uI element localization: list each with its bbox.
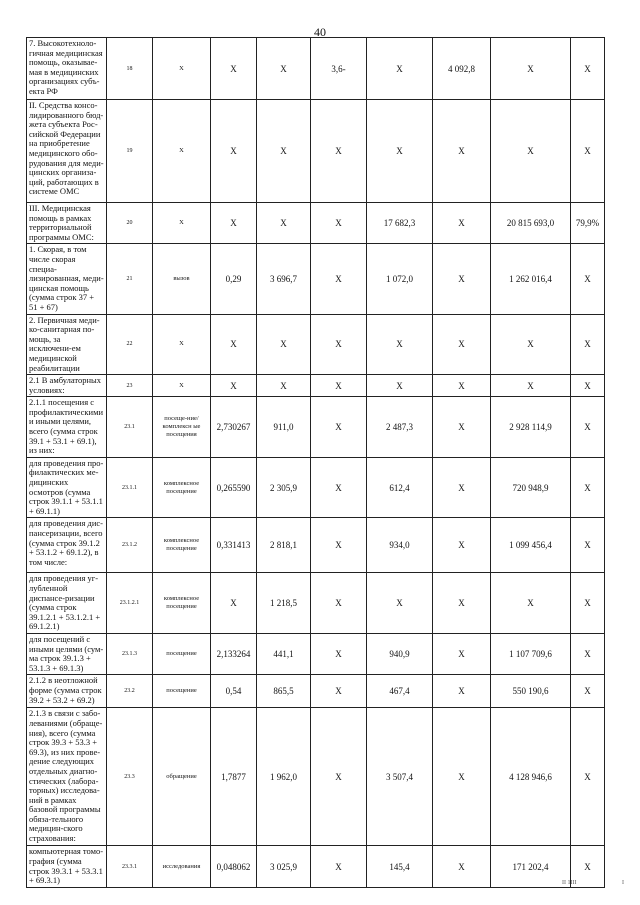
row-number: 23.1.1: [107, 457, 153, 518]
row-per-capita: X: [367, 314, 433, 375]
row-unit: комплексное посещение: [153, 573, 211, 634]
row-number: 21: [107, 244, 153, 314]
row-per-capita: X: [367, 573, 433, 634]
row-total: 2 928 114,9: [491, 397, 571, 458]
row-name: III. Медицинская помощь в рамках территориальной программы ОМС:: [27, 203, 107, 244]
row-col5: X: [311, 518, 367, 573]
row-name: 2. Первичная меди-ко-санитарная по-мощь, за исключени-ем медицинской реабилитации: [27, 314, 107, 375]
row-total: 20 815 693,0: [491, 203, 571, 244]
row-volume: 0,54: [211, 675, 257, 708]
row-unit: комплексное посещение: [153, 457, 211, 518]
table-row: [27, 203, 605, 244]
row-col5: 3,6-: [311, 38, 367, 100]
row-volume: X: [211, 375, 257, 397]
row-total: 550 190,6: [491, 675, 571, 708]
row-number: 18: [107, 38, 153, 100]
row-name: 2.1.3 в связи с забо-леваниями (обраще-ния), всего (сумма строк 39.3 + 53.3 + 69.3), из них прове-дение следующих отдельных диагно-стических (лабора-торных) исследова-ний в рамках базовой программы обяза-тельного медицин-ского страхования:: [27, 708, 107, 846]
row-total: 171 202,4: [491, 846, 571, 888]
row-col7: X: [433, 708, 491, 846]
row-unit: исследования: [153, 846, 211, 888]
row-per-capita: 17 682,3: [367, 203, 433, 244]
row-name: 7. Высокотехноло-гичная медицинская помощь, оказывае-мая в медицинских организациях субъ-екта РФ: [27, 38, 107, 100]
table-row: [27, 708, 605, 846]
row-unit: вызов: [153, 244, 211, 314]
row-number: 23.3: [107, 708, 153, 846]
row-col5: X: [311, 846, 367, 888]
row-volume: X: [211, 100, 257, 203]
row-total: X: [491, 375, 571, 397]
table-row: [27, 397, 605, 458]
row-number: 23.3.1: [107, 846, 153, 888]
row-unit: посещение: [153, 633, 211, 674]
row-total: 1 099 456,4: [491, 518, 571, 573]
row-total: X: [491, 314, 571, 375]
row-number: 19: [107, 100, 153, 203]
row-col7: X: [433, 573, 491, 634]
row-unit: комплексное посещение: [153, 518, 211, 573]
row-col5: X: [311, 375, 367, 397]
row-volume: 2,730267: [211, 397, 257, 458]
row-per-capita: 3 507,4: [367, 708, 433, 846]
data-table: [26, 37, 605, 888]
row-total: 4 128 946,6: [491, 708, 571, 846]
row-per-capita: 940,9: [367, 633, 433, 674]
row-name: 2.1.1 посещения с профилактическими и иными целями, всего (сумма строк 39.1 + 53.1 + 69.1), из них:: [27, 397, 107, 458]
row-name: для посещений с иными целями (сум-ма строк 39.1.3 + 53.1.3 + 69.1.3): [27, 633, 107, 674]
row-unit: посещение: [153, 675, 211, 708]
row-share: X: [571, 708, 605, 846]
row-number: 23.1: [107, 397, 153, 458]
row-volume: X: [211, 38, 257, 100]
row-number: 22: [107, 314, 153, 375]
row-name: II. Средства консо-лидированного бюд-жета субъекта Рос-сийской Федерации на приобретение медицинского обо-рудования для меди-цинских организа-ций, работающих в системе ОМС: [27, 100, 107, 203]
table-row: [27, 518, 605, 573]
row-col5: X: [311, 633, 367, 674]
row-share: X: [571, 314, 605, 375]
row-number: 20: [107, 203, 153, 244]
row-volume: X: [211, 314, 257, 375]
row-per-capita: X: [367, 38, 433, 100]
row-col7: X: [433, 633, 491, 674]
row-col7: X: [433, 203, 491, 244]
row-col5: X: [311, 100, 367, 203]
row-number: 23: [107, 375, 153, 397]
row-share: X: [571, 633, 605, 674]
row-col7: X: [433, 457, 491, 518]
table-row: [27, 633, 605, 674]
row-name: для проведения уг-лубленной диспансе-ризации (сумма строк 39.1.2.1 + 53.1.2.1 + 69.1.2.1): [27, 573, 107, 634]
row-cost-per-unit: X: [257, 38, 311, 100]
row-unit: обращение: [153, 708, 211, 846]
row-per-capita: 467,4: [367, 675, 433, 708]
row-per-capita: X: [367, 375, 433, 397]
row-col5: X: [311, 573, 367, 634]
row-share: X: [571, 846, 605, 888]
row-total: X: [491, 573, 571, 634]
row-col5: X: [311, 244, 367, 314]
row-share: X: [571, 38, 605, 100]
row-share: X: [571, 244, 605, 314]
row-col5: X: [311, 457, 367, 518]
row-unit: X: [153, 203, 211, 244]
row-per-capita: 2 487,3: [367, 397, 433, 458]
row-col7: X: [433, 518, 491, 573]
row-total: X: [491, 100, 571, 203]
row-col5: X: [311, 708, 367, 846]
row-number: 23.2: [107, 675, 153, 708]
row-share: 79,9%: [571, 203, 605, 244]
row-unit: посеще-ние/комплексн ые посещения: [153, 397, 211, 458]
table-row: [27, 244, 605, 314]
row-number: 23.1.2: [107, 518, 153, 573]
row-cost-per-unit: X: [257, 375, 311, 397]
row-cost-per-unit: 3 696,7: [257, 244, 311, 314]
row-per-capita: 145,4: [367, 846, 433, 888]
row-name: для проведения про-филактических ме-дицинских осмотров (сумма строк 39.1.1 + 53.1.1 + 69.1.1): [27, 457, 107, 518]
row-col7: X: [433, 397, 491, 458]
row-volume: 0,265590: [211, 457, 257, 518]
row-volume: X: [211, 573, 257, 634]
row-total: 1 262 016,4: [491, 244, 571, 314]
row-volume: X: [211, 203, 257, 244]
table-row: [27, 846, 605, 888]
row-volume: 0,331413: [211, 518, 257, 573]
row-unit: X: [153, 38, 211, 100]
row-col7: X: [433, 244, 491, 314]
row-col7: X: [433, 675, 491, 708]
row-unit: X: [153, 100, 211, 203]
row-number: 23.1.2.1: [107, 573, 153, 634]
row-cost-per-unit: 1 962,0: [257, 708, 311, 846]
row-cost-per-unit: 865,5: [257, 675, 311, 708]
row-cost-per-unit: X: [257, 314, 311, 375]
table-row: [27, 100, 605, 203]
row-col5: X: [311, 675, 367, 708]
row-cost-per-unit: 3 025,9: [257, 846, 311, 888]
row-share: X: [571, 375, 605, 397]
row-col7: X: [433, 314, 491, 375]
row-cost-per-unit: 441,1: [257, 633, 311, 674]
row-col5: X: [311, 203, 367, 244]
row-cost-per-unit: 2 818,1: [257, 518, 311, 573]
row-share: X: [571, 457, 605, 518]
row-share: X: [571, 518, 605, 573]
table-row: [27, 457, 605, 518]
row-name: для проведения дис-пансеризации, всего (сумма строк 39.1.2 + 53.1.2 + 69.1.2), в том числе:: [27, 518, 107, 573]
row-name: 1. Скорая, в том числе скорая специа-лизированная, меди-цинская помощь (сумма строк 37 + 51 + 67): [27, 244, 107, 314]
row-unit: X: [153, 375, 211, 397]
row-per-capita: X: [367, 100, 433, 203]
row-total: 1 107 709,6: [491, 633, 571, 674]
row-cost-per-unit: 2 305,9: [257, 457, 311, 518]
row-per-capita: 612,4: [367, 457, 433, 518]
row-per-capita: 934,0: [367, 518, 433, 573]
row-per-capita: 1 072,0: [367, 244, 433, 314]
row-name: компьютерная томо-графия (сумма строк 39.3.1 + 53.3.1 + 69.3.1): [27, 846, 107, 888]
row-col7: X: [433, 846, 491, 888]
row-col7: X: [433, 100, 491, 203]
row-unit: X: [153, 314, 211, 375]
row-col7: 4 092,8: [433, 38, 491, 100]
row-col5: X: [311, 397, 367, 458]
row-share: X: [571, 573, 605, 634]
row-total: 720 948,9: [491, 457, 571, 518]
row-cost-per-unit: X: [257, 203, 311, 244]
page-number: 40: [314, 25, 326, 39]
row-volume: 0,048062: [211, 846, 257, 888]
row-volume: 2,133264: [211, 633, 257, 674]
row-share: X: [571, 675, 605, 708]
table-row: [27, 675, 605, 708]
table-row: [27, 38, 605, 100]
row-number: 23.1.3: [107, 633, 153, 674]
row-col5: X: [311, 314, 367, 375]
footer-mark-right: I: [622, 880, 624, 886]
row-name: 2.1 В амбулаторных условиях:: [27, 375, 107, 397]
row-volume: 0,29: [211, 244, 257, 314]
row-share: X: [571, 397, 605, 458]
row-cost-per-unit: 1 218,5: [257, 573, 311, 634]
row-cost-per-unit: X: [257, 100, 311, 203]
row-cost-per-unit: 911,0: [257, 397, 311, 458]
row-total: X: [491, 38, 571, 100]
row-share: X: [571, 100, 605, 203]
row-col7: X: [433, 375, 491, 397]
footer-mark: II 1III: [562, 880, 577, 886]
row-volume: 1,7877: [211, 708, 257, 846]
table-row: [27, 314, 605, 375]
table-row: [27, 573, 605, 634]
table-row: [27, 375, 605, 397]
row-name: 2.1.2 в неотложной форме (сумма строк 39.2 + 53.2 + 69.2): [27, 675, 107, 708]
